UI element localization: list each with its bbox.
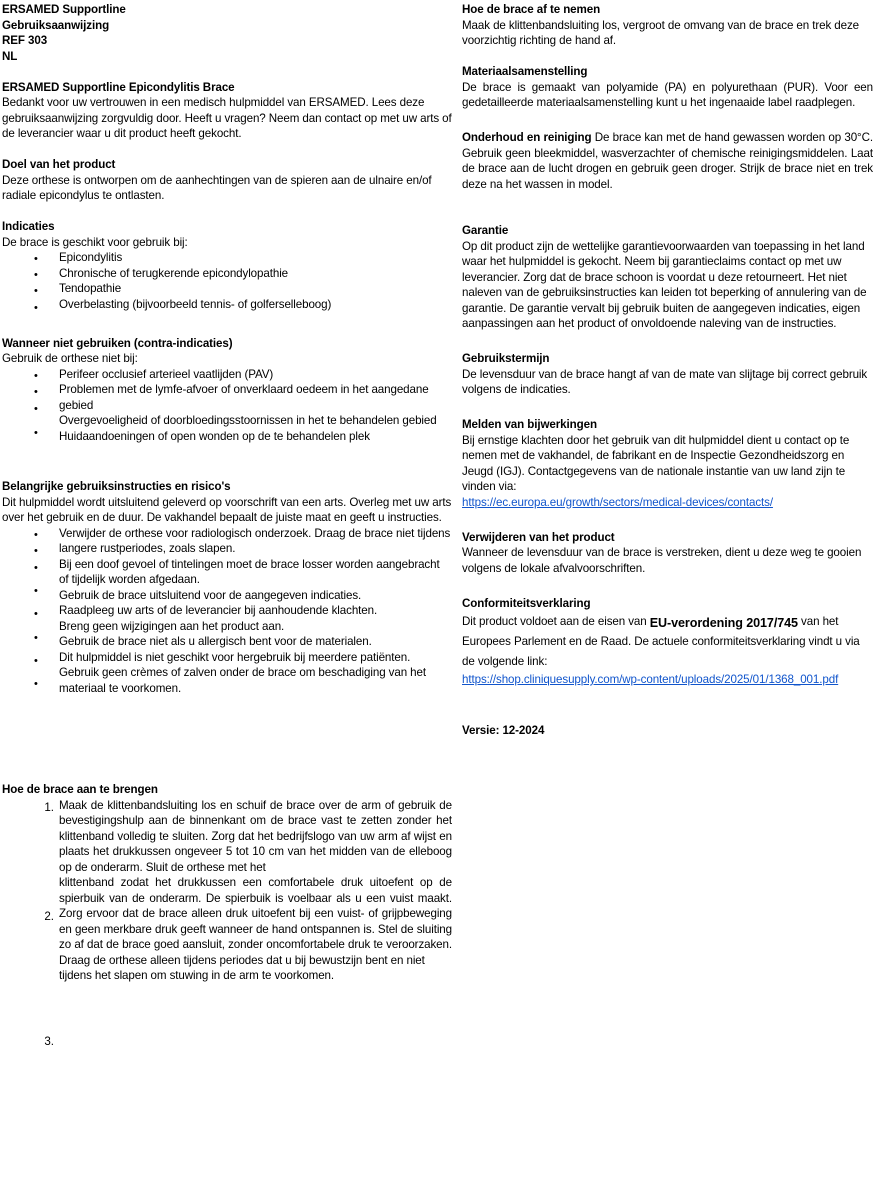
list-item: Huidaandoeningen of open wonden op de te behandelen plek	[59, 429, 370, 443]
reporting-heading: Melden van bijwerkingen	[462, 418, 597, 431]
bullet-icon: •	[34, 402, 38, 415]
list-item: Tendopathie	[59, 282, 122, 295]
conformity-declaration-link[interactable]: https://shop.cliniquesupply.com/wp-content/uploads/2025/01/1368_001.pdf	[462, 673, 839, 686]
version-label: Versie: 12-2024	[462, 723, 545, 737]
list-item: Dit hulpmiddel is niet geschikt voor hergebruik bij meerdere patiënten.	[59, 650, 411, 664]
header-line-2: Gebruiksaanwijzing	[2, 18, 110, 32]
applying-list	[2, 798, 452, 1048]
list-item: Verwijder de orthese voor radiologisch onderzoek. Draag de brace niet tijdens langere rustperiodes, zoals slapen.	[59, 526, 451, 555]
contraindications-heading: Wanneer niet gebruiken (contra-indicaties)	[2, 336, 233, 350]
bullet-icon: •	[34, 544, 38, 557]
indications-heading: Indicaties	[2, 220, 55, 233]
bullet-icon: •	[34, 426, 38, 439]
list-item: Perifeer occlusief arterieel vaatlijden (PAV)	[59, 367, 274, 381]
conformity-body-part2: van het Europees Parlement en de Raad. De actuele conformiteitsverklaring vindt u via de volgende link:	[462, 615, 860, 668]
conformity-body-part1: Dit product voldoet aan de eisen van	[462, 615, 650, 628]
bullet-icon: •	[34, 269, 38, 281]
list-item: Problemen met de lymfe-afvoer of onverklaard oedeem in het aangedane gebied	[59, 383, 429, 412]
bullet-icon: •	[34, 631, 38, 644]
bullet-icon: •	[34, 654, 38, 667]
purpose-body: Deze orthese is ontworpen om de aanhechtingen van de spieren aan de ulnaire en/of radiale epicondylus te ontlasten.	[2, 173, 432, 202]
materials-heading: Materiaalsamenstelling	[462, 65, 588, 78]
list-item: Chronische of terugkerende epicondylopathie	[59, 266, 289, 280]
instructions-heading: Belangrijke gebruiksinstructies en risico's	[2, 480, 231, 493]
bullet-icon: •	[34, 607, 38, 620]
instructions-lead: Dit hulpmiddel wordt uitsluitend geleverd op voorschrift van een arts. Overleg met uw arts over het gebruik en de duur. De vakhandel bepaalt de juiste maat en geeft u instructies.	[2, 495, 452, 524]
reporting-link-line	[462, 495, 873, 511]
right-column	[462, 0, 873, 738]
list-number: 2.	[44, 909, 54, 923]
header-language: NL	[2, 49, 18, 63]
bullet-icon: •	[34, 302, 38, 314]
list-item: Gebruik geen crèmes of zalven onder de brace om beschadiging van het materiaal te voorkomen.	[59, 666, 427, 695]
materials-body: De brace is gemaakt van polyamide (PA) en polyurethaan (PUR). Voor een gedetailleerde materiaalsamenstelling kunt u het ingenaaide label raadplegen.	[462, 80, 873, 109]
bullet-icon: •	[34, 285, 38, 297]
contraindications-lead: Gebruik de orthese niet bij:	[2, 352, 138, 365]
bullet-icon: •	[34, 253, 38, 265]
conformity-heading: Conformiteitsverklaring	[462, 596, 591, 610]
reporting-body: Bij ernstige klachten door het gebruik van dit hulpmiddel dient u contact op te nemen met de vakhandel, de fabrikant en de Inspectie Gezondheidszorg en Jeugd (IGJ). Contactgegevens van de nationale instantie van uw land zijn te vinden via:	[462, 433, 850, 493]
list-item: Gebruik de brace niet als u allergisch bent voor de materialen.	[59, 635, 372, 648]
bullet-icon: •	[34, 584, 38, 597]
removing-body: Maak de klittenbandsluiting los, vergroot de omvang van de brace en trek deze voorzichtig richting de hand af.	[462, 18, 860, 47]
lifespan-heading: Gebruikstermijn	[462, 352, 550, 365]
indications-lead: De brace is geschikt voor gebruik bij:	[2, 235, 188, 249]
intro-paragraph: Bedankt voor uw vertrouwen in een medisch hulpmiddel van ERSAMED. Lees deze gebruiksaanwijzing zorgvuldig door. Heeft u vragen? Neem dan contact op met uw arts of de leverancier waar u dit product heeft gekocht.	[2, 96, 452, 140]
header-line-1: ERSAMED Supportline	[2, 3, 126, 16]
header-ref: REF 303	[2, 34, 48, 47]
instructions-list	[2, 526, 452, 697]
list-item: Bij een doof gevoel of tintelingen moet de brace losser worden aangebracht of tijdelijk worden afgedaan.	[59, 557, 440, 586]
product-title: ERSAMED Supportline Epicondylitis Brace	[2, 80, 235, 94]
list-item: Breng geen wijzigingen aan het product aan.	[59, 619, 285, 633]
list-item: tijdens het slapen om stuwing in de arm te voorkomen.	[59, 969, 335, 982]
bullet-icon: •	[34, 385, 38, 398]
list-number: 1.	[44, 800, 54, 814]
list-item: Overgevoeligheid of doorbloedingsstoornissen in het te behandelen gebied	[59, 414, 437, 427]
list-item: Raadpleeg uw arts of de leverancier bij aanhoudende klachten.	[59, 604, 378, 617]
removing-heading: Hoe de brace af te nemen	[462, 3, 601, 16]
conformity-body	[462, 611, 873, 672]
bullet-icon: •	[34, 528, 38, 541]
eu-contacts-link[interactable]: https://ec.europa.eu/growth/sectors/medical-devices/contacts/	[462, 495, 773, 509]
warranty-body: Op dit product zijn de wettelijke garantievoorwaarden van toepassing in het land waar het hulpmiddel is gekocht. Neem bij garantieclaims contact op met uw leverancier. Zorg dat de brace schoon is voordat u deze retourneert. Het niet naleven van de gebruiksinstructies kan leiden tot beperking of annulering van de garantie. De garantie vervalt bij gebruik buiten de aangegeven indicaties, eigen aanpassingen aan het product of onvoldoende naleving van de instructies.	[462, 239, 867, 330]
list-item: Epicondylitis	[59, 251, 123, 264]
disposal-body: Wanneer de levensduur van de brace is verstreken, dient u deze weg te gooien volgens de lokale afvalvoorschriften.	[462, 546, 862, 575]
list-number: 3.	[44, 1034, 54, 1048]
list-item: Gebruik de brace uitsluitend voor de aangegeven indicaties.	[59, 588, 362, 602]
list-item: Maak de klittenbandsluiting los en schuif de brace over de arm of gebruik de bevestigingshulp aan de binnenkant om de brace vast te zetten zonder het klittenband volledig te sluiten. Zorg dat het bedrijfslogo van uw arm af wijst en plaats het drukkussen ongeveer 5 tot 10 cm van het midden van de elleboog op de onderarm. Sluit de orthese met het	[59, 798, 452, 874]
bullet-icon: •	[34, 369, 38, 382]
eu-regulation-reference: EU-verordening 2017/745	[649, 616, 798, 630]
bullet-icon: •	[34, 677, 38, 690]
list-item: klittenband zodat het drukkussen een comfortabele druk uitoefent op de spierbuik van de onderarm. De spierbuik is voelbaar als u een vuist maakt. Zorg ervoor dat de brace alleen druk uitoefent bij een vuist- of grijpbeweging en geen merkbare druk geeft wanneer de hand ontspannen is. Stel de sluiting zo af dat de brace goed aansluit, zonder oncomfortabele druk te veroorzaken. Draag de orthese alleen tijdens periodes dat u bij bewustzijn bent en niet	[59, 876, 452, 967]
maintenance-inline-heading: Onderhoud en reiniging	[462, 131, 592, 144]
indications-list	[2, 250, 452, 312]
disposal-heading: Verwijderen van het product	[462, 530, 615, 544]
list-item: Overbelasting (bijvoorbeeld tennis- of golferselleboog)	[59, 297, 332, 311]
contraindications-list	[2, 367, 452, 445]
conformity-link-line	[462, 672, 873, 688]
applying-heading: Hoe de brace aan te brengen	[2, 783, 158, 796]
purpose-heading: Doel van het product	[2, 158, 116, 171]
warranty-heading: Garantie	[462, 224, 509, 237]
lifespan-body: De levensduur van de brace hangt af van de mate van slijtage bij correct gebruik volgens de indicaties.	[462, 367, 868, 396]
maintenance-body: De brace kan met de hand gewassen worden op 30°C. Gebruik geen bleekmiddel, wasverzachter of chemische reinigingsmiddelen. Laat de brace aan de lucht drogen en gebruik geen droger. Strijk de brace niet en trek deze na het wassen in model.	[462, 131, 873, 191]
maintenance-paragraph	[462, 130, 873, 192]
left-column	[0, 0, 452, 1048]
bullet-icon: •	[34, 561, 38, 574]
